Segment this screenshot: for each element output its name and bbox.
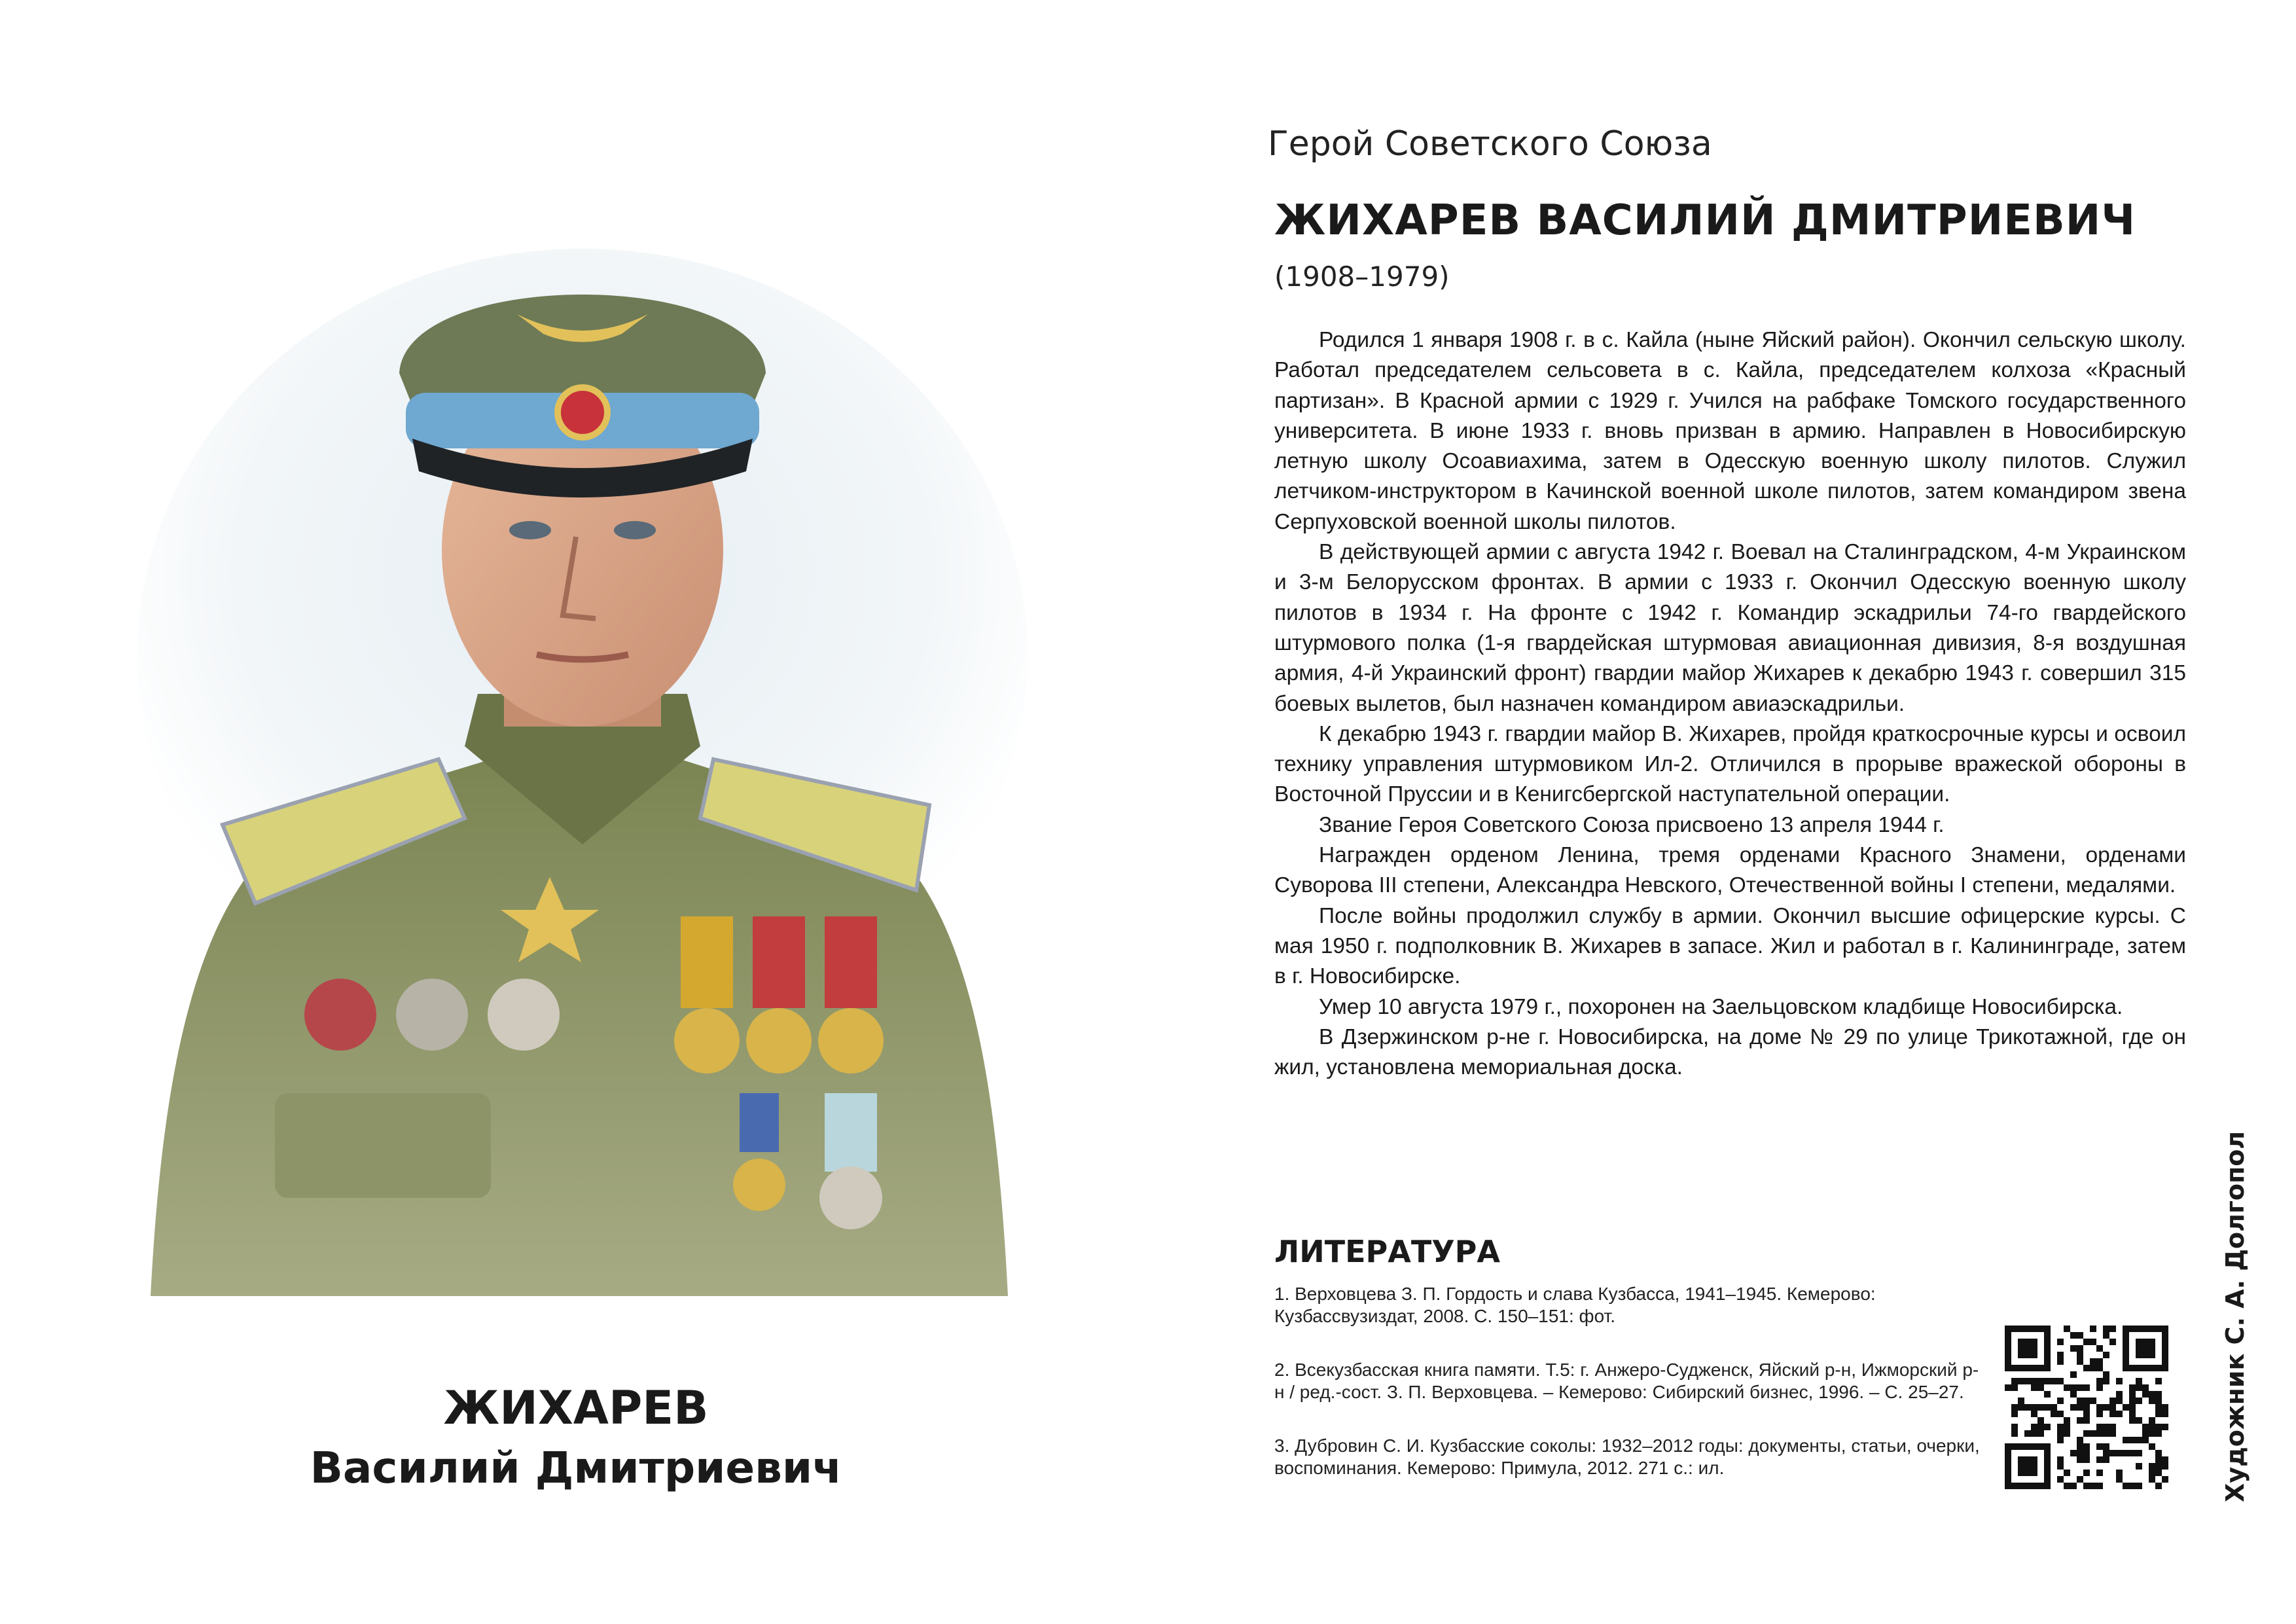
biography (1274, 325, 2186, 1083)
right-eye (614, 521, 656, 539)
bio-paragraph: Звание Героя Советского Союза присвоено 13 апреля 1944 г. (1319, 812, 1945, 837)
bio-paragraph: К декабрю 1943 г. гвардии майор В. Жихарев, пройдя краткосрочные курсы и освоил технику управления штурмовиком Ил-2. Отличился в прорыве вражеской обороны в Восточной Пруссии и в Кенигсбергской наступательной операции. (1274, 721, 2186, 807)
literature-item: 3. Дубровин С. И. Кузбасские соколы: 1932–2012 годы: документы, статьи, очерки, воспоминания. Кемерово: Примула, 2012. 271 с.: ил. (1274, 1435, 1980, 1478)
portrait-illustration (124, 196, 1034, 1322)
literature-item: 1. Верховцева З. П. Гордость и слава Кузбасса, 1941–1945. Кемерово: Кузбассвузиздат, 2008. С. 150–151: фот. (1274, 1284, 1876, 1326)
bio-paragraph: Награжден орденом Ленина, тремя орденами Красного Знамени, орденами Суворова III степени, Александра Невского, Отечественной войны I степени, медалями. (1274, 843, 2186, 898)
bio-paragraph: В действующей армии с августа 1942 г. Воевал на Сталинградском, 4-м Украинском и 3-м Белорусском фронтах. В армии с 1933 г. Окончил Одесскую военную школу пилотов в 1934 г. На фронте с 1942 г. Командир эскадрильи 74-го гвардейского штурмового полка (1-я гвардейская штурмовая авиационная дивизия, 8-я воздушная армия, 4-й Украинский фронт) гвардии майор Жихарев к декабрю 1943 г. совершил 315 боевых вылетов, был назначен командиром авиаэскадрильи. (1274, 540, 2186, 716)
qr-code-graphic (2005, 1326, 2168, 1489)
bio-paragraph: Умер 10 августа 1979 г., похоронен на Заельцовском кладбище Новосибирска. (1319, 994, 2123, 1019)
left-eye (509, 521, 551, 539)
soldier-portrait-icon (124, 196, 1034, 1322)
literature-list (1274, 1283, 1988, 1511)
literature-heading: ЛИТЕРАТУРА (1274, 1234, 1500, 1269)
overtitle: Герой Советского Союза (1268, 124, 1712, 164)
page-title: ЖИХАРЕВ ВАСИЛИЙ ДМИТРИЕВИЧ (1274, 196, 2136, 245)
qr-code-icon[interactable] (2005, 1326, 2168, 1489)
pocket (275, 1093, 491, 1198)
caption-names: Василий Дмитриевич (310, 1443, 842, 1493)
bio-paragraph: Родился 1 января 1908 г. в с. Кайла (ныне Яйский район). Окончил сельскую школу. Работал председателем сельсовета в с. Кайла, председателем колхоза «Красный партизан». В Красной армии с 1929 г. Учился на рабфаке Томского государственного университета. В июне 1933 г. вновь призван в армию. Направлен в Новосибирскую летную школу Осоавиахима, затем в Одесскую военную школу пилотов. Служил летчиком-инструктором в Качинской военной школе пилотов, затем командиром звена Серпуховской военной школы пилотов. (1274, 328, 2186, 534)
bio-paragraph: В Дзержинском р-не г. Новосибирска, на доме № 29 по улице Трикотажной, где он жил, установлена мемориальная доска. (1274, 1024, 2186, 1080)
artist-credit: Художник С. А. Долгопол (2221, 1130, 2250, 1502)
literature-item: 2. Всекузбасская книга памяти. Т.5: г. Анжеро-Судженск, Яйский р-н, Ижморский р-н / ред.-сост. З. П. Верховцева. – Кемерово: Сибирский бизнес, 1996. – С. 25–27. (1274, 1360, 1979, 1402)
caption-surname: ЖИХАРЕВ (443, 1381, 709, 1435)
cap-badge (558, 388, 607, 437)
portrait-caption (183, 1378, 969, 1498)
bio-paragraph: После войны продолжил службу в армии. Окончил высшие офицерские курсы. С мая 1950 г. подполковник В. Жихарев в запасе. Жил и работал в г. Калининграде, затем в г. Новосибирске. (1274, 903, 2186, 989)
life-years: (1908–1979) (1274, 261, 1450, 293)
